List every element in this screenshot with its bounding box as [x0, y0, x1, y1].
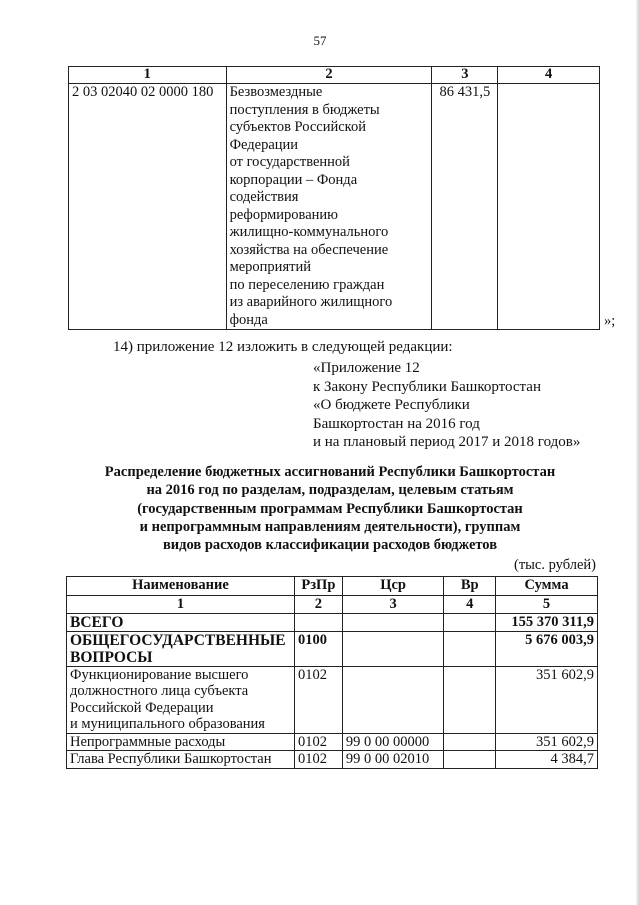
row-name-line: ВСЕГО [70, 613, 124, 631]
heading-line: и непрограммным направлениям деятельности), группам [139, 518, 521, 535]
row-sum: 4 384,7 [496, 751, 598, 769]
table-row [67, 631, 598, 666]
column-header: 1 [69, 67, 227, 84]
column-header-sum: Сумма [496, 577, 598, 596]
column-header: 2 [226, 67, 432, 84]
appendix-reference [313, 359, 580, 452]
row-csr: 99 0 00 02010 [342, 751, 443, 769]
row-name-line: и муниципального образования [70, 716, 265, 732]
row-csr: 99 0 00 00000 [342, 733, 443, 751]
row-rzpr [294, 613, 342, 631]
row-name-line: Российской Федерации [70, 699, 214, 716]
item-14-text: 14) приложение 12 изложить в следующей редакции: [113, 339, 453, 355]
description-line: мероприятий [229, 259, 311, 275]
table-header-row [69, 67, 600, 84]
description-line: Безвозмездные [229, 84, 323, 100]
column-header: 4 [498, 67, 600, 84]
row-name-line: ОБЩЕГОСУДАРСТВЕННЫЕ [70, 631, 286, 649]
row-rzpr: 0102 [294, 751, 342, 769]
column-header-rzpr: РзПр [294, 577, 342, 596]
description-line: из аварийного жилищного [229, 294, 393, 310]
description-line: по переселению граждан [229, 276, 385, 293]
row-vr [444, 631, 496, 666]
row-rzpr: 0100 [294, 631, 342, 666]
column-header: 3 [432, 67, 498, 84]
table-row [67, 751, 598, 769]
row-vr [444, 733, 496, 751]
table-row [67, 613, 598, 631]
document-heading [60, 463, 600, 554]
row-name [67, 613, 295, 631]
column-index: 2 [294, 596, 342, 614]
table-header-row [67, 577, 598, 596]
appendix-line: и на плановый период 2017 и 2018 годов» [313, 434, 581, 450]
row-name [67, 733, 295, 751]
revenue-table [68, 66, 600, 330]
description-line: содействия [229, 189, 299, 205]
description-line: поступления в бюджеты [229, 101, 380, 118]
column-index: 1 [67, 596, 295, 614]
row-name-line: ВОПРОСЫ [70, 648, 153, 666]
table-row [69, 84, 600, 330]
row-sum: 155 370 311,9 [496, 613, 598, 631]
description-line: Федерации [229, 136, 299, 153]
row-sum: 351 602,9 [496, 666, 598, 733]
heading-line: на 2016 год по разделам, подразделам, целевым статьям [146, 482, 514, 499]
row-csr [342, 631, 443, 666]
heading-line: Распределение бюджетных ассигнований Республики Башкортостан [104, 464, 556, 480]
revenue-amount: 86 431,5 [432, 84, 498, 330]
row-name [67, 631, 295, 666]
row-name-line: должностного лица субъекта [70, 683, 249, 699]
appendix-line: «О бюджете Республики [313, 397, 470, 413]
row-name [67, 666, 295, 733]
description-line: корпорации – Фонда [229, 171, 358, 188]
revenue-col4 [498, 84, 600, 330]
row-csr [342, 613, 443, 631]
row-csr [342, 666, 443, 733]
table-row [67, 733, 598, 751]
row-rzpr: 0102 [294, 666, 342, 733]
column-index: 3 [342, 596, 443, 614]
row-sum: 351 602,9 [496, 733, 598, 751]
row-sum: 5 676 003,9 [496, 631, 598, 666]
description-line: фонда [229, 311, 268, 328]
page-number: 57 [313, 33, 327, 48]
row-rzpr: 0102 [294, 733, 342, 751]
closing-quote: »; [604, 313, 616, 329]
column-index: 4 [444, 596, 496, 614]
column-header-vr: Вр [444, 577, 496, 596]
description-line: реформированию [229, 206, 338, 223]
heading-line: видов расходов классификации расходов бюджетов [162, 537, 498, 554]
description-line: хозяйства на обеспечение [229, 241, 389, 258]
row-name-line: Глава Республики Башкортостан [70, 751, 272, 767]
appendix-line: Башкортостан на 2016 год [313, 415, 480, 432]
units-label: (тыс. рублей) [514, 557, 596, 573]
description-line: от государственной [229, 154, 350, 170]
row-vr [444, 613, 496, 631]
column-index: 5 [496, 596, 598, 614]
description-line: жилищно-коммунального [229, 224, 389, 240]
description-line: субъектов Российской [229, 119, 366, 135]
revenue-code: 2 03 02040 02 0000 180 [69, 84, 227, 330]
page-edge [636, 0, 640, 905]
row-vr [444, 751, 496, 769]
revenue-description [226, 84, 432, 330]
row-vr [444, 666, 496, 733]
column-header-name: Наименование [67, 577, 295, 596]
table-row [67, 666, 598, 733]
appendix-line: к Закону Республики Башкортостан [313, 378, 541, 395]
budget-allocation-table [66, 576, 598, 769]
row-name-line: Непрограммные расходы [70, 733, 226, 750]
appendix-line: «Приложение 12 [313, 360, 420, 376]
heading-line: (государственным программам Республики Башкортостан [137, 500, 523, 517]
column-index-row [67, 596, 598, 614]
column-header-csr: Цср [342, 577, 443, 596]
row-name-line: Функционирование высшего [70, 666, 249, 683]
row-name [67, 751, 295, 769]
